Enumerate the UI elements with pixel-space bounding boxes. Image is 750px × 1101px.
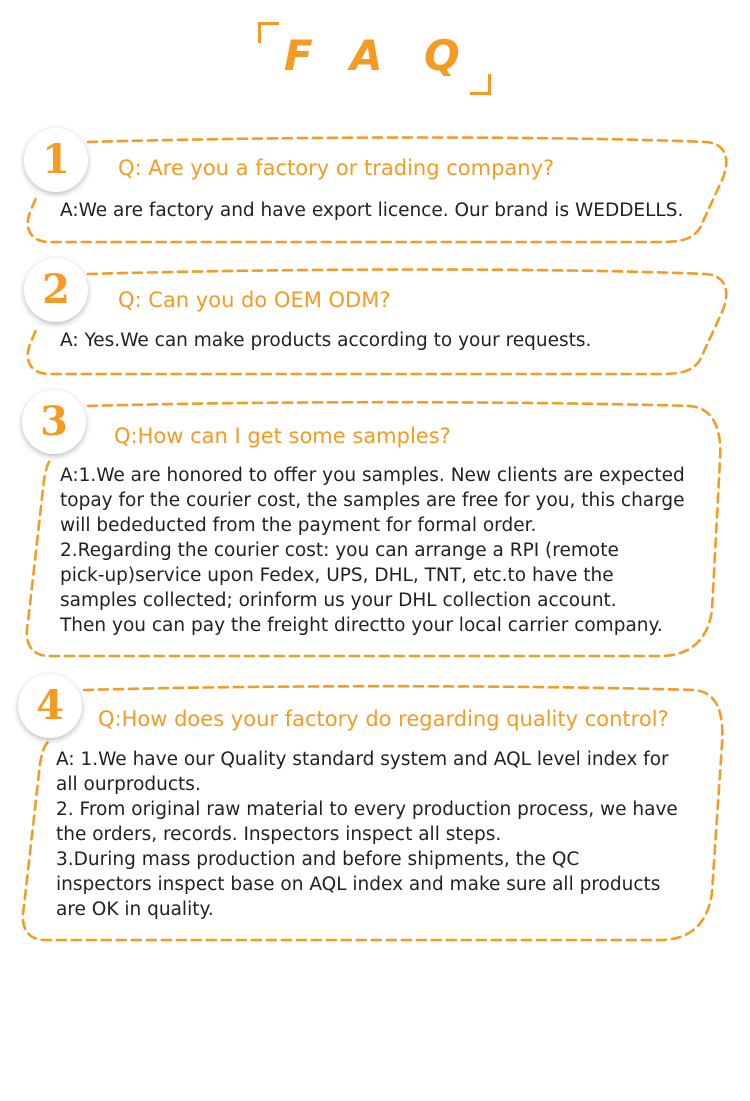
question-text: Q: Are you a factory or trading company? (118, 156, 555, 180)
corner-bracket-left-icon (258, 22, 279, 43)
answer-line: 2. From original raw material to every production process, we have (56, 799, 678, 820)
answer-line: all ourproducts. (56, 774, 201, 795)
answer-text (60, 463, 685, 638)
answer-line: samples collected; orinform us your DHL collection account. (60, 590, 617, 611)
number-badge-label: 1 (42, 136, 70, 183)
answer-line: A: Yes.We can make products according to your requests. (60, 330, 592, 351)
question-text: Q:How does your factory do regarding quality control? (98, 707, 669, 731)
header-letter-a: A (350, 31, 383, 80)
faq-header (0, 0, 750, 110)
faq-item-4 (0, 674, 750, 946)
number-badge (24, 128, 88, 192)
answer-text (60, 198, 683, 223)
answer-line: 3.During mass production and before shipments, the QC (56, 849, 580, 870)
number-badge-label: 4 (36, 682, 64, 729)
question-text: Q:How can I get some samples? (114, 424, 451, 448)
number-badge (18, 674, 82, 738)
answer-line: pick-up)service upon Fedex, UPS, DHL, TNT, etc.to have the (60, 565, 614, 586)
answer-line: topay for the courier cost, the samples are free for you, this charge (60, 490, 685, 511)
answer-text (56, 747, 678, 922)
faq-item-2 (0, 258, 750, 378)
dashed-frame (0, 128, 750, 246)
answer-line: A:We are factory and have export licence. Our brand is WEDDELLS. (60, 200, 684, 221)
answer-line: A: 1.We have our Quality standard system and AQL level index for (56, 749, 669, 770)
faq-item-3 (0, 390, 750, 664)
answer-line: Then you can pay the freight directto your local carrier company. (60, 615, 663, 636)
header-letter-q: Q (424, 31, 460, 80)
question-text: Q: Can you do OEM ODM? (118, 288, 391, 312)
answer-text (60, 328, 591, 353)
dashed-frame (0, 258, 750, 378)
answer-line: will bededucted from the payment for formal order. (60, 515, 537, 536)
number-badge-label: 2 (42, 266, 70, 313)
answer-line: 2.Regarding the courier cost: you can arrange a RPI (remote (60, 540, 619, 561)
answer-line: A:1.We are honored to offer you samples. New clients are expected (60, 465, 685, 486)
number-badge (24, 258, 88, 322)
answer-line: are OK in quality. (56, 899, 214, 920)
header-letter-f: F (284, 31, 313, 80)
faq-item-1 (0, 128, 750, 246)
answer-line: the orders, records. Inspectors inspect all steps. (56, 824, 502, 845)
number-badge-label: 3 (40, 398, 68, 445)
corner-bracket-right-icon (470, 74, 491, 95)
number-badge (22, 390, 86, 454)
answer-line: inspectors inspect base on AQL index and make sure all products (56, 874, 661, 895)
